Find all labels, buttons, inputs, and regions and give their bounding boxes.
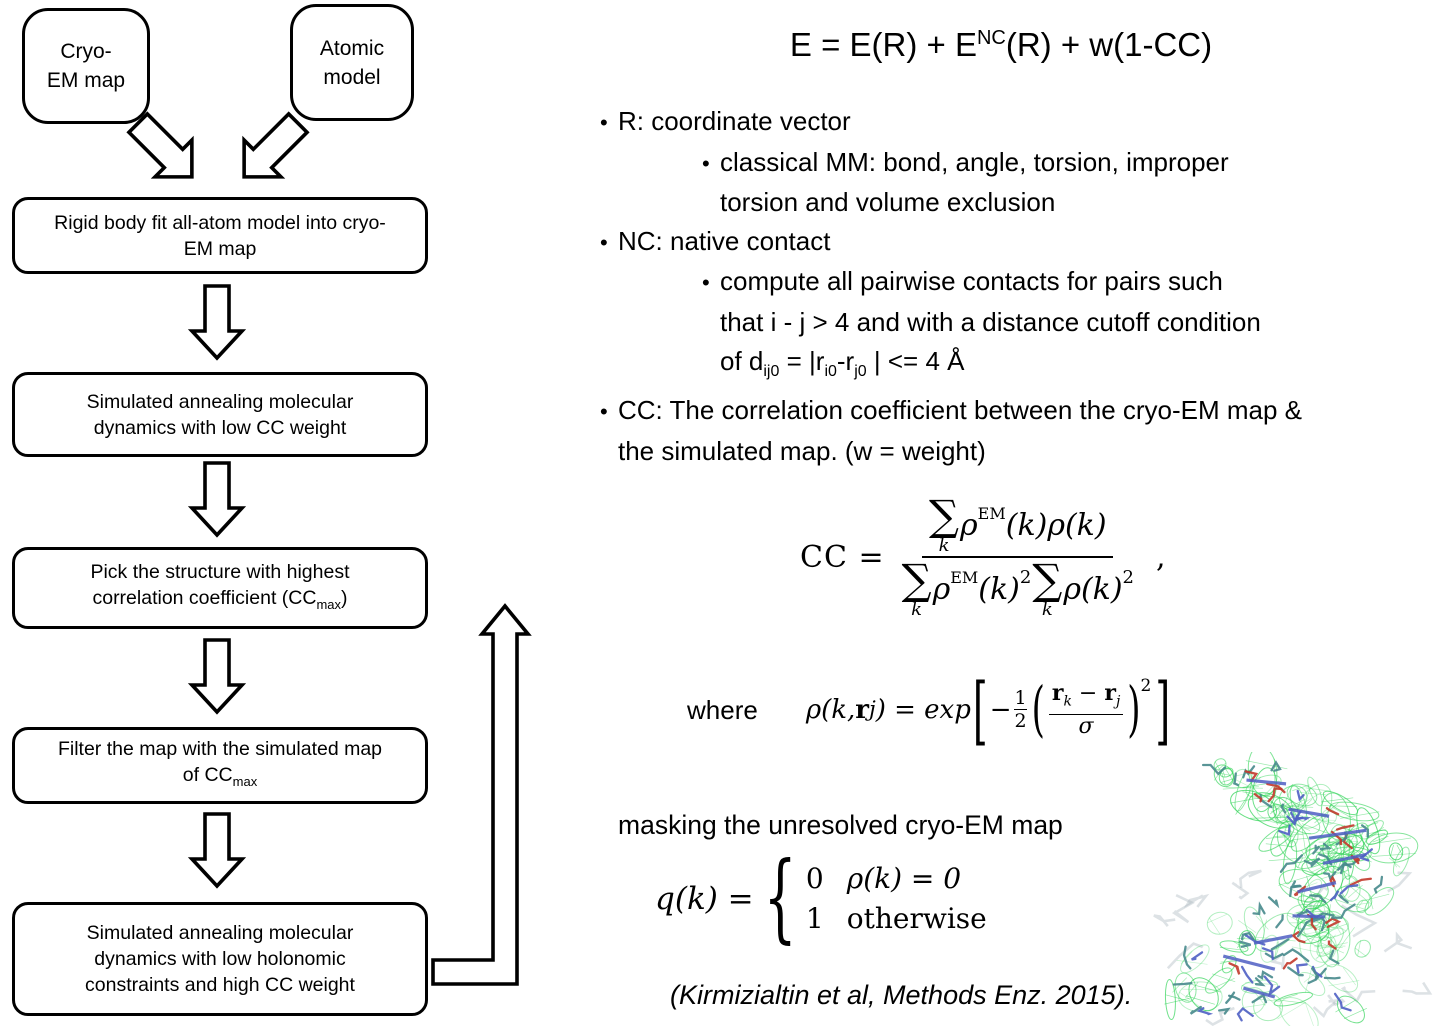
flow-sa1-line1: Simulated annealing molecular bbox=[86, 390, 354, 413]
citation: (Kirmizialtin et al, Methods Enz. 2015). bbox=[670, 980, 1133, 1010]
rk-rj-over-sigma: $r_k - r_j$ σ bbox=[1049, 681, 1123, 739]
flow-sa1-line2: dynamics with low CC weight bbox=[93, 416, 347, 439]
flow-box-atomic-line2: model bbox=[323, 65, 381, 89]
bullet-dot-icon: • bbox=[600, 399, 608, 425]
bullet-list bbox=[600, 102, 1442, 471]
flow-box-pick-structure bbox=[12, 547, 428, 629]
bullet-r-coordinate-vector: • R: coordinate vector bbox=[600, 102, 1442, 143]
q-case-1: 0 ρ(k) = 0 bbox=[805, 862, 962, 895]
flow-sa2-line2: dynamics with low holonomic bbox=[94, 948, 346, 970]
q-eq-cases bbox=[805, 859, 987, 939]
bullet-cc-correlation-cont: the simulated map. (w = weight) bbox=[618, 435, 986, 466]
flow-box-sa-low-cc bbox=[12, 372, 428, 457]
bullet-cc-correlation: • CC: The correlation coefficient between the cryo-EM map & bbox=[600, 391, 1442, 432]
cc-eq-fraction bbox=[895, 491, 1140, 620]
bullet-dot-icon: • bbox=[702, 270, 710, 296]
where-label: where bbox=[687, 694, 758, 725]
energy-equation bbox=[741, 16, 1261, 67]
sum-icon: ∑ k bbox=[929, 491, 960, 556]
molecule-svg bbox=[1151, 752, 1442, 1026]
bullet-compute-contacts-cont2: of $d_{ij0} = |r_{i0}-r_{j0}$ | <= 4 Å bbox=[720, 345, 965, 380]
sum-icon: ∑ k bbox=[1032, 555, 1063, 620]
bullet-dot-icon: • bbox=[600, 229, 608, 255]
flow-box-atomic-line1: Atomic bbox=[319, 36, 385, 60]
cc-eq-lhs: CC = bbox=[800, 539, 885, 575]
left-paren: ( bbox=[1031, 674, 1045, 745]
energy-eq-part2: (R) + w(1-CC) bbox=[1005, 26, 1213, 63]
flow-box-filter-map bbox=[12, 727, 428, 804]
bullet-nc-native-contact: • NC: native contact bbox=[600, 222, 1442, 263]
cc-eq-comma: , bbox=[1156, 539, 1166, 575]
rho-equation: ρ(k, r j ) = exp [ − 1 2 ( $r_k - r_j$ σ ) 2 ] bbox=[805, 667, 1171, 753]
q-eq-lhs: q(k) = bbox=[655, 881, 754, 917]
right-paren: ) bbox=[1127, 674, 1141, 745]
right-bracket: ] bbox=[1155, 667, 1171, 753]
q-case-2: 1 otherwise bbox=[805, 902, 987, 935]
sum-icon: ∑ k bbox=[901, 555, 932, 620]
energy-eq-part1: E = E(R) + E bbox=[789, 26, 977, 63]
bullet-compute-contacts-cont1: that i - j > 4 and with a distance cutoff condition bbox=[720, 306, 1261, 337]
one-half-fraction: 1 2 bbox=[1014, 687, 1027, 733]
bullet-dot-icon: • bbox=[702, 150, 710, 176]
flow-filter-line1: Filter the map with the simulated map bbox=[57, 738, 383, 761]
flow-pick-line1: Pick the structure with highest bbox=[90, 560, 350, 583]
flow-sa2-line3: constraints and high CC weight bbox=[85, 974, 355, 996]
rho-equation-row bbox=[687, 660, 1172, 760]
left-brace: { bbox=[763, 843, 797, 955]
cc-eq-numerator: ∑ k ρ EM (k)ρ(k) bbox=[922, 496, 1113, 558]
flowchart-arrows bbox=[0, 0, 560, 1026]
flow-box-sa-high-cc bbox=[12, 902, 428, 1016]
bullet-classical-mm-cont: torsion and volume exclusion bbox=[720, 187, 1056, 218]
flow-box-cryo-line2: EM map bbox=[46, 69, 126, 92]
down-arrow-4-icon bbox=[192, 814, 242, 886]
flow-sa2-line1: Simulated annealing molecular bbox=[86, 922, 354, 944]
flow-box-cryo-em-map bbox=[22, 8, 150, 124]
flow-filter-line2: of $CC_{max}$ bbox=[182, 764, 258, 789]
bullet-dot-icon: • bbox=[600, 110, 608, 135]
down-arrow-3-icon bbox=[192, 640, 242, 712]
masking-label: masking the unresolved cryo-EM map bbox=[618, 810, 1063, 840]
flow-rigid-line1: Rigid body fit all-atom model into cryo- bbox=[54, 211, 386, 234]
diagonal-arrow-right-icon bbox=[226, 105, 317, 196]
bullet-compute-contacts: • compute all pairwise contacts for pairs such bbox=[600, 262, 1442, 303]
cc-eq-denominator: ∑ k ρ EM (k) 2 ∑ k ρ(k) 2 bbox=[901, 555, 1134, 620]
flow-pick-line2: correlation coefficient $(CC_{max})$ bbox=[92, 586, 348, 612]
flow-box-cryo-line1: Cryo- bbox=[60, 40, 112, 63]
molecule-image bbox=[1151, 752, 1442, 1026]
down-arrow-1-icon bbox=[192, 286, 242, 358]
loop-back-arrow-icon bbox=[433, 606, 528, 984]
flow-rigid-line2: EM map bbox=[183, 237, 257, 260]
bullet-classical-mm: • classical MM: bond, angle, torsion, improper bbox=[600, 143, 1442, 184]
left-bracket: [ bbox=[972, 667, 988, 753]
energy-eq-sup: NC bbox=[976, 27, 1006, 49]
down-arrow-2-icon bbox=[192, 463, 242, 535]
q-equation bbox=[655, 843, 987, 955]
flow-box-atomic-model bbox=[290, 4, 414, 121]
flow-box-rigid-body-fit bbox=[12, 197, 428, 274]
cc-equation bbox=[800, 468, 1166, 646]
